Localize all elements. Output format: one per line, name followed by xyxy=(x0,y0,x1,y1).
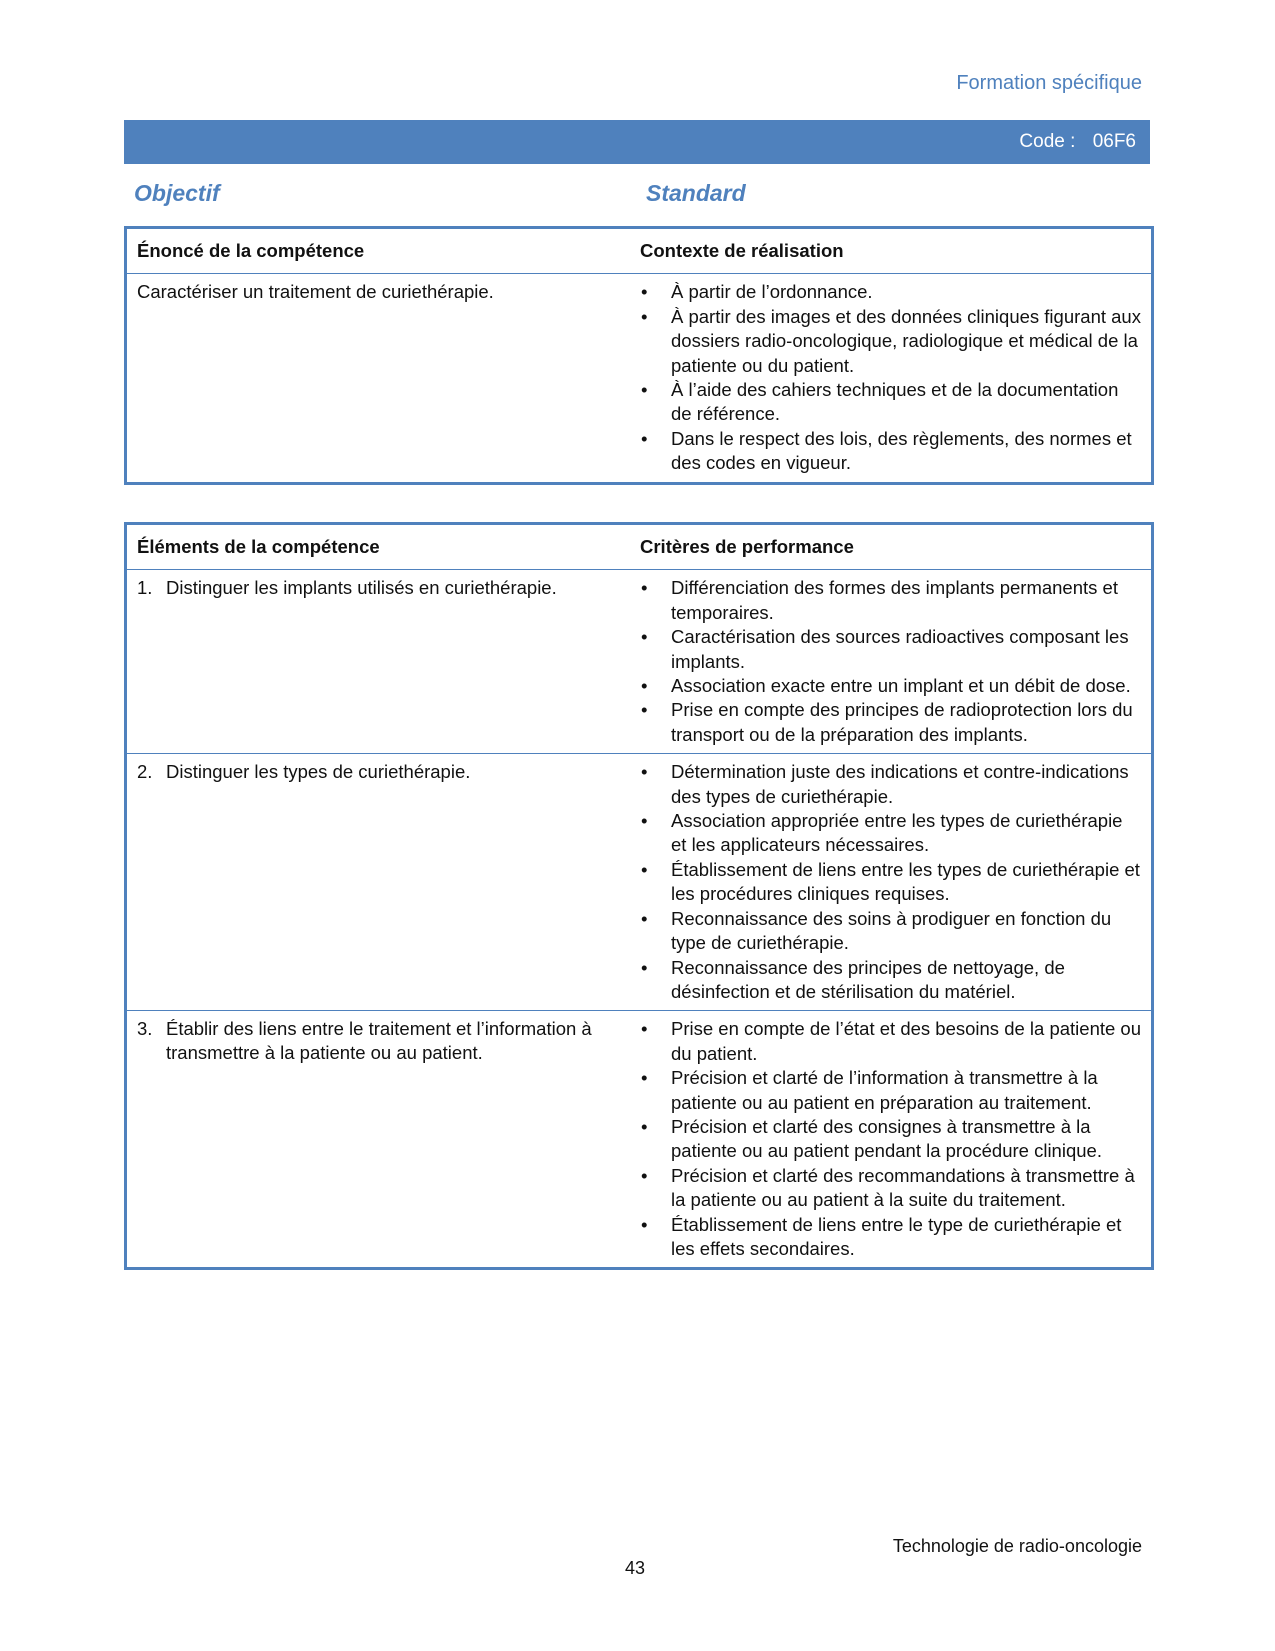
element-text: Établir des liens entre le traitement et l’information à transmettre à la patiente ou au patient. xyxy=(166,1018,592,1064)
criterion-item: • Caractérisation des sources radioactives composant les implants. xyxy=(640,625,1141,674)
element-row xyxy=(127,570,1151,753)
elements-table-header xyxy=(127,525,1151,570)
criterion-item: • Précision et clarté de l’information à transmettre à la patiente ou au patient en préparation au traitement. xyxy=(640,1066,1141,1115)
criterion-item: • Prise en compte des principes de radioprotection lors du transport ou de la préparation des implants. xyxy=(640,698,1141,747)
code-text xyxy=(1019,131,1136,153)
competence-row xyxy=(127,274,1151,481)
element-number: 3. xyxy=(137,1018,153,1040)
criterion-item: • Association exacte entre un implant et un débit de dose. xyxy=(640,674,1141,698)
context-item: • À partir de l’ordonnance. xyxy=(640,280,1141,304)
context-header: Contexte de réalisation xyxy=(640,240,844,261)
criterion-item: • Précision et clarté des recommandations à transmettre à la patiente ou au patient à la suite du traitement. xyxy=(640,1164,1141,1213)
element-row xyxy=(127,753,1151,1010)
criteria-cell xyxy=(640,1011,1151,1267)
objective-heading: Objectif xyxy=(134,180,220,206)
competence-statement: Caractériser un traitement de curiethérapie. xyxy=(137,281,494,303)
elements-table xyxy=(124,522,1154,1270)
criterion-item: • Prise en compte de l’état et des besoins de la patiente ou du patient. xyxy=(640,1017,1141,1066)
element-item xyxy=(137,1017,632,1065)
element-row xyxy=(127,1010,1151,1267)
standard-heading: Standard xyxy=(646,180,746,206)
competence-statement-header: Énoncé de la compétence xyxy=(137,240,365,261)
context-item: • À l’aide des cahiers techniques et de la documentation de référence. xyxy=(640,378,1141,427)
program-name: Technologie de radio-oncologie xyxy=(892,1536,1142,1556)
criterion-item: • Établissement de liens entre les types de curiethérapie et les procédures cliniques requises. xyxy=(640,858,1141,907)
elements-header: Éléments de la compétence xyxy=(137,536,380,557)
element-item xyxy=(137,760,632,784)
element-text: Distinguer les implants utilisés en curiethérapie. xyxy=(166,577,557,599)
criteria-list xyxy=(640,576,1141,747)
code-value: 06F6 xyxy=(1092,131,1136,152)
competence-table xyxy=(124,226,1154,485)
element-cell xyxy=(127,1011,640,1267)
criteria-header: Critères de performance xyxy=(640,536,854,557)
element-number: 1. xyxy=(137,577,153,599)
context-item: • Dans le respect des lois, des règlements, des normes et des codes en vigueur. xyxy=(640,427,1141,476)
code-banner xyxy=(124,120,1150,164)
element-cell xyxy=(127,754,640,1010)
context-list xyxy=(640,280,1141,475)
elements-body xyxy=(127,570,1151,1267)
criterion-item: • Détermination juste des indications et contre-indications des types de curiethérapie. xyxy=(640,760,1141,809)
criteria-cell xyxy=(640,570,1151,753)
criteria-list xyxy=(640,760,1141,1004)
competence-table-header xyxy=(127,229,1151,274)
criterion-item: • Différenciation des formes des implants permanents et temporaires. xyxy=(640,576,1141,625)
element-text: Distinguer les types de curiethérapie. xyxy=(166,761,471,783)
category-label: Formation spécifique xyxy=(956,72,1142,94)
criterion-item: • Précision et clarté des consignes à transmettre à la patiente ou au patient pendant la procédure clinique. xyxy=(640,1115,1141,1164)
criteria-cell xyxy=(640,754,1151,1010)
element-cell xyxy=(127,570,640,753)
element-number: 2. xyxy=(137,761,153,783)
element-item xyxy=(137,576,632,600)
criterion-item: • Reconnaissance des principes de nettoyage, de désinfection et de stérilisation du matériel. xyxy=(640,956,1141,1005)
criterion-item: • Reconnaissance des soins à prodiguer en fonction du type de curiethérapie. xyxy=(640,907,1141,956)
context-item: • À partir des images et des données cliniques figurant aux dossiers radio-oncologique, radiologique et médical de la patiente ou du patient. xyxy=(640,305,1141,378)
criterion-item: • Association appropriée entre les types de curiethérapie et les applicateurs nécessaires. xyxy=(640,809,1141,858)
criteria-list xyxy=(640,1017,1141,1261)
criterion-item: • Établissement de liens entre le type de curiethérapie et les effets secondaires. xyxy=(640,1213,1141,1262)
page-number: 43 xyxy=(625,1558,646,1578)
context-cell xyxy=(640,274,1151,481)
code-label: Code : xyxy=(1019,131,1076,152)
